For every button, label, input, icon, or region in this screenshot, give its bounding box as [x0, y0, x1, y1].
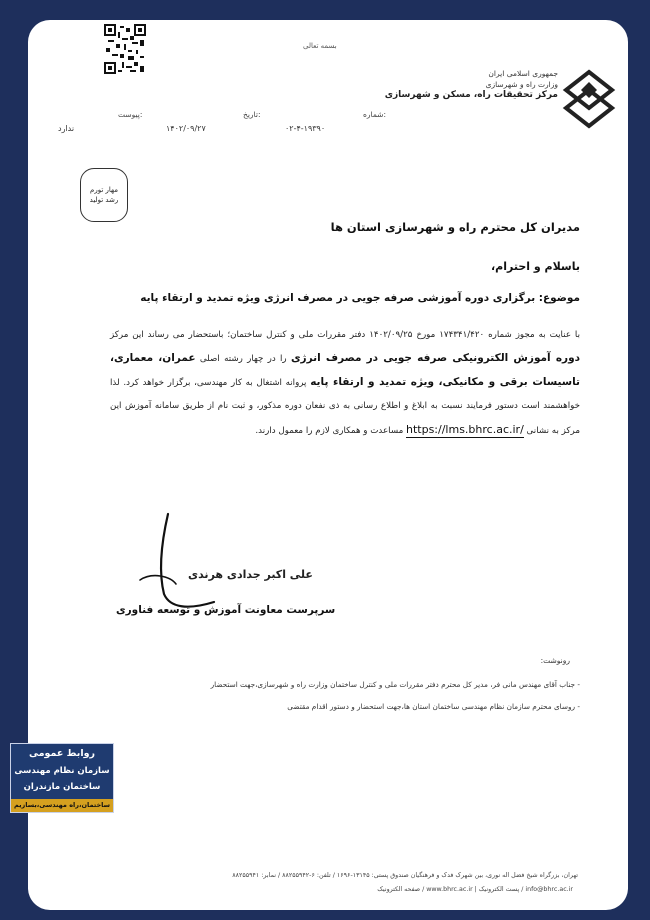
stamp-line-1: مهار تورم: [90, 186, 118, 194]
lms-link[interactable]: https://lms.bhrc.ac.ir/: [406, 423, 524, 436]
meta-values: [58, 124, 408, 136]
salutation: باسلام و احترام،: [490, 260, 580, 273]
stamp-line-2: رشد تولید: [89, 196, 119, 204]
copies-list: [100, 674, 580, 718]
badge-slogan: ساختمان،راه مهندسی،بسازیم: [11, 799, 113, 812]
pr-badge: [10, 743, 114, 813]
subject-line: موضوع: برگزاری دوره آموزشی صرفه جویی در مصرف انرژی ویژه تمدید و ارتقاء پایه: [140, 292, 580, 304]
attachment-value: ندارد: [58, 124, 75, 133]
footer-web: info@bhrc.ac.ir / پست الکترونیک | www.bhrc.ac.ir / صفحه الکترونیک: [377, 886, 573, 893]
number-label: شماره:: [363, 110, 386, 119]
body-part-1: با عنایت به مجوز شماره ۱۷۴۳۴۱/۴۲۰ مورخ ۱۴۰۲/۰۹/۲۵ دفتر مقررات ملی و کنترل ساختمان؛ باستحضار می رساند این مرکز: [110, 330, 580, 340]
badge-line-3: ساختمان مازندران: [23, 782, 101, 792]
footer-address: تهران، بزرگراه شیخ فضل اله نوری، بین شهرک فدک و فرهنگیان صندوق پستی: ۱۳۱۴۵-۱۶۹۶ / تلفن: ۶-۸۸۲۵۵۹۴۲ / نمابر: ۸۸۲۵۵۹۴۱: [232, 872, 578, 879]
badge-line-2: سازمان نظام مهندسی: [14, 766, 110, 776]
body-highlight-course: دوره آموزش الکترونیکی صرفه جویی در مصرف انرژی: [290, 352, 581, 364]
addressee: مدیران کل محترم راه و شهرسازی استان ها: [330, 220, 580, 234]
body-highlight-fields: عمران، معماری، تاسیسات برقی و مکانیکی، ویژه تمدید و ارتقاء پایه: [110, 352, 580, 388]
date-value: ۱۴۰۲/۰۹/۲۷: [166, 124, 206, 133]
date-label: تاریخ:: [243, 110, 261, 119]
body-part-2: را در چهار رشته اصلی: [199, 354, 287, 364]
letter-body: [110, 324, 580, 443]
copy-item: - روسای محترم سازمان نظام مهندسی ساختمان استان ها،جهت استحضار و دستور اقدام مقتضی: [287, 702, 580, 711]
bhrc-logo: [560, 68, 618, 130]
attachment-label: پیوست:: [118, 110, 143, 119]
qr-code: [104, 24, 146, 74]
gov-line-country: جمهوری اسلامی ایران: [488, 69, 558, 78]
center-name: مرکز تحقیقات راه، مسکن و شهرسازی: [384, 90, 558, 100]
bismillah: بسمه تعالی: [303, 42, 337, 50]
slogan-stamp: [80, 168, 128, 222]
meta-labels: [118, 110, 408, 122]
gov-line-ministry: وزارت راه و شهرسازی: [485, 80, 558, 89]
signatory-title: سرپرست معاونت آموزش و توسعه فناوری: [116, 604, 336, 616]
body-part-3: پروانه اشتغال به کار مهندسی، برگزار خواهد کرد. لذا خواهشمند است دستور فرمایند نسبت به ابلاغ و اطلاع رسانی به ذی نفعان دوره مذکور، و ثبت نام از طریق سامانه آموزش این مرکز به نشانی: [110, 378, 580, 436]
government-header: [385, 68, 558, 101]
signatory-name: علی اکبر جدادی هرندی: [188, 568, 313, 581]
letter-page: [28, 20, 628, 910]
copy-item: - جناب آقای مهندس مانی فر، مدیر کل محترم دفتر مقررات ملی و کنترل ساختمان وزارت راه و شهرسازی،جهت استحضار: [210, 680, 580, 689]
badge-line-1: روابط عمومی: [29, 748, 95, 759]
number-value: ۰۲-۴-۱۹۳۹۰: [285, 124, 326, 133]
body-part-4: مساعدت و همکاری لازم را معمول دارند.: [255, 426, 404, 436]
copies-label: رونوشت:: [540, 656, 570, 665]
